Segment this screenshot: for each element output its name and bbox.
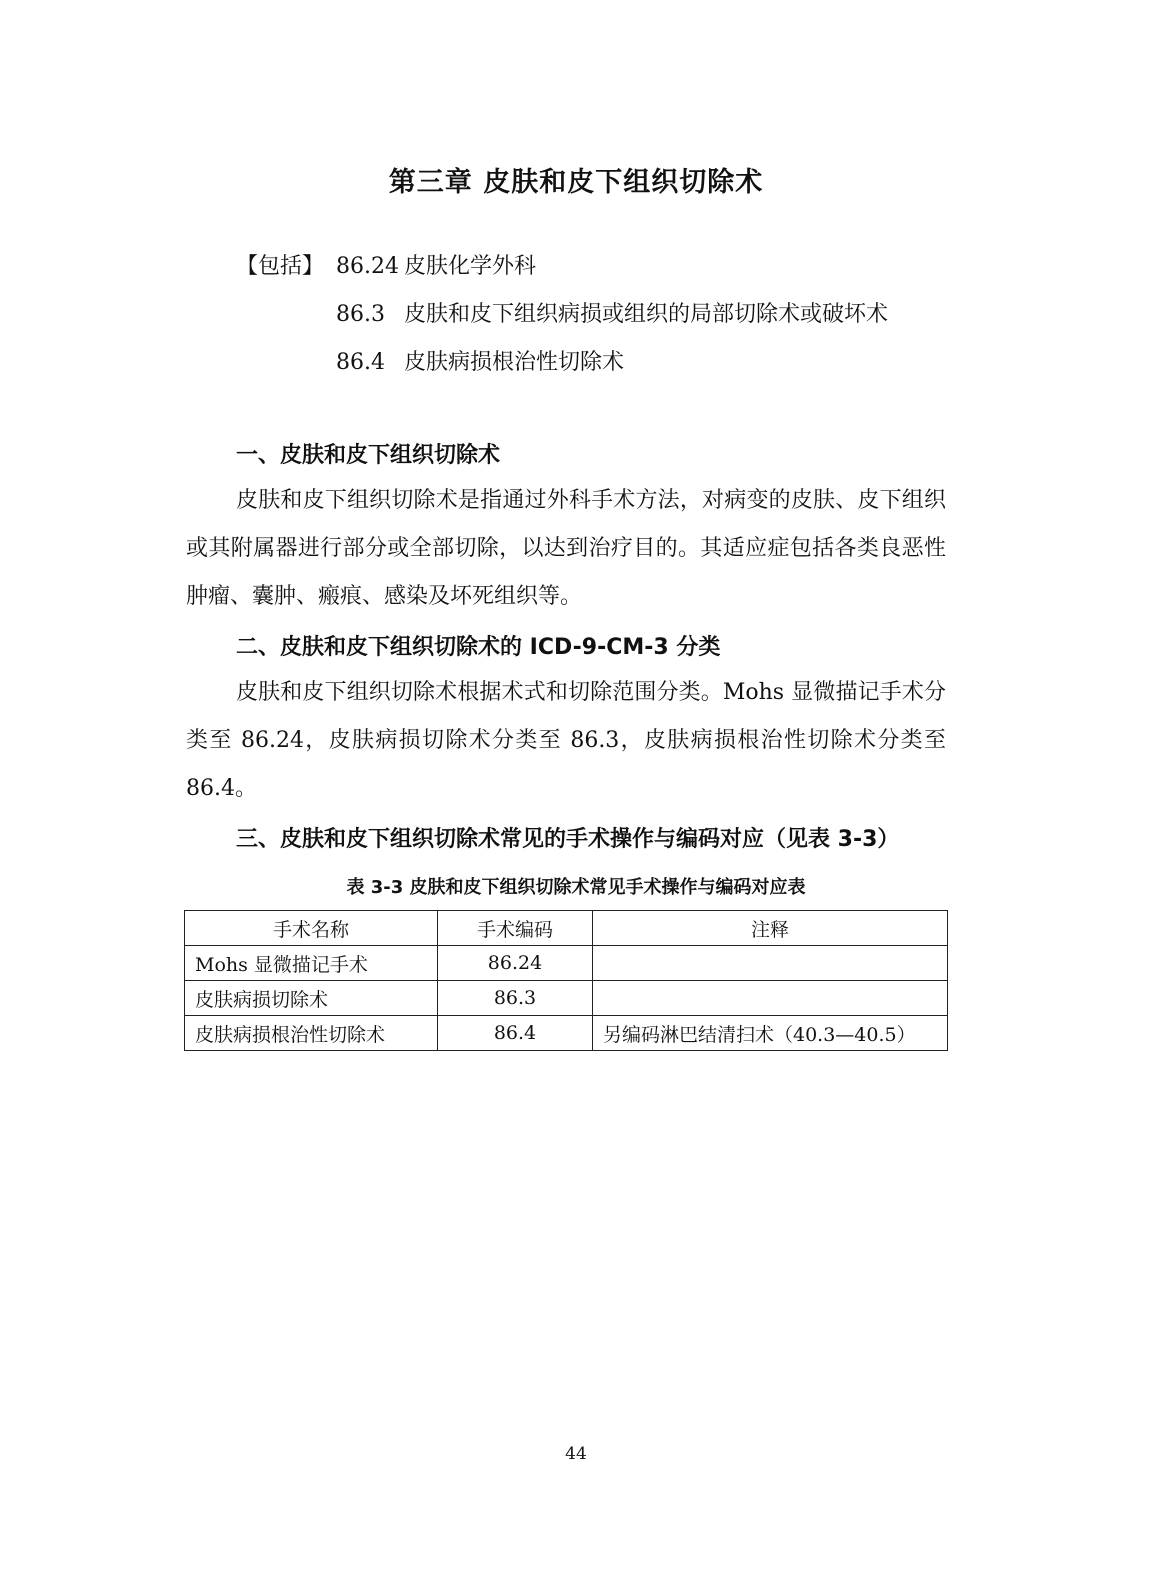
procedure-code: 86.3 — [336, 302, 385, 327]
table-cell — [593, 946, 948, 981]
procedure-code: 86.4 — [336, 350, 385, 375]
includes-list — [236, 243, 888, 387]
includes-label: 【包括】 — [236, 254, 325, 279]
chapter-title: 第三章 皮肤和皮下组织切除术 — [388, 167, 764, 198]
table-cell: Mohs 显微描记手术 — [185, 946, 438, 981]
table-row — [185, 981, 948, 1016]
table-cell: 皮肤病损切除术 — [185, 981, 438, 1016]
section-paragraph: 皮肤和皮下组织切除术是指通过外科手术方法，对病变的皮肤、皮下组织或其附属器进行部分或全部切除，以达到治疗目的。其适应症包括各类良恶性肿瘤、囊肿、瘢痕、感染及坏死组织等。 — [186, 488, 946, 609]
column-header: 手术名称 — [185, 911, 438, 946]
table-header-row — [185, 911, 948, 946]
table-row — [185, 1016, 948, 1051]
table-cell: 86.4 — [438, 1016, 593, 1051]
includes-item — [236, 339, 888, 387]
procedure-description: 皮肤和皮下组织病损或组织的局部切除术或破坏术 — [404, 302, 889, 327]
table-caption: 表 3-3 皮肤和皮下组织切除术常见手术操作与编码对应表 — [346, 877, 806, 898]
section-paragraph: 皮肤和皮下组织切除术根据术式和切除范围分类。Mohs 显微描记手术分类至 86.24，皮肤病损切除术分类至 86.3，皮肤病损根治性切除术分类至 86.4。 — [186, 680, 946, 801]
column-header: 手术编码 — [438, 911, 593, 946]
section-heading: 一、皮肤和皮下组织切除术 — [236, 443, 501, 468]
section-heading: 二、皮肤和皮下组织切除术的 ICD-9-CM-3 分类 — [236, 635, 721, 660]
column-header: 注释 — [593, 911, 948, 946]
procedure-description: 皮肤化学外科 — [404, 254, 537, 279]
table-cell — [593, 981, 948, 1016]
procedure-description: 皮肤病损根治性切除术 — [404, 350, 625, 375]
table-cell: 86.24 — [438, 946, 593, 981]
table-cell: 皮肤病损根治性切除术 — [185, 1016, 438, 1051]
procedure-code-table — [184, 910, 948, 1051]
section-heading: 三、皮肤和皮下组织切除术常见的手术操作与编码对应（见表 3-3） — [236, 827, 900, 852]
procedure-code: 86.24 — [336, 254, 399, 279]
includes-item — [236, 243, 888, 291]
table-cell: 另编码淋巴结清扫术（40.3—40.5） — [593, 1016, 948, 1051]
page-number: 44 — [565, 1444, 587, 1464]
table-row — [185, 946, 948, 981]
table-cell: 86.3 — [438, 981, 593, 1016]
includes-item — [236, 291, 888, 339]
